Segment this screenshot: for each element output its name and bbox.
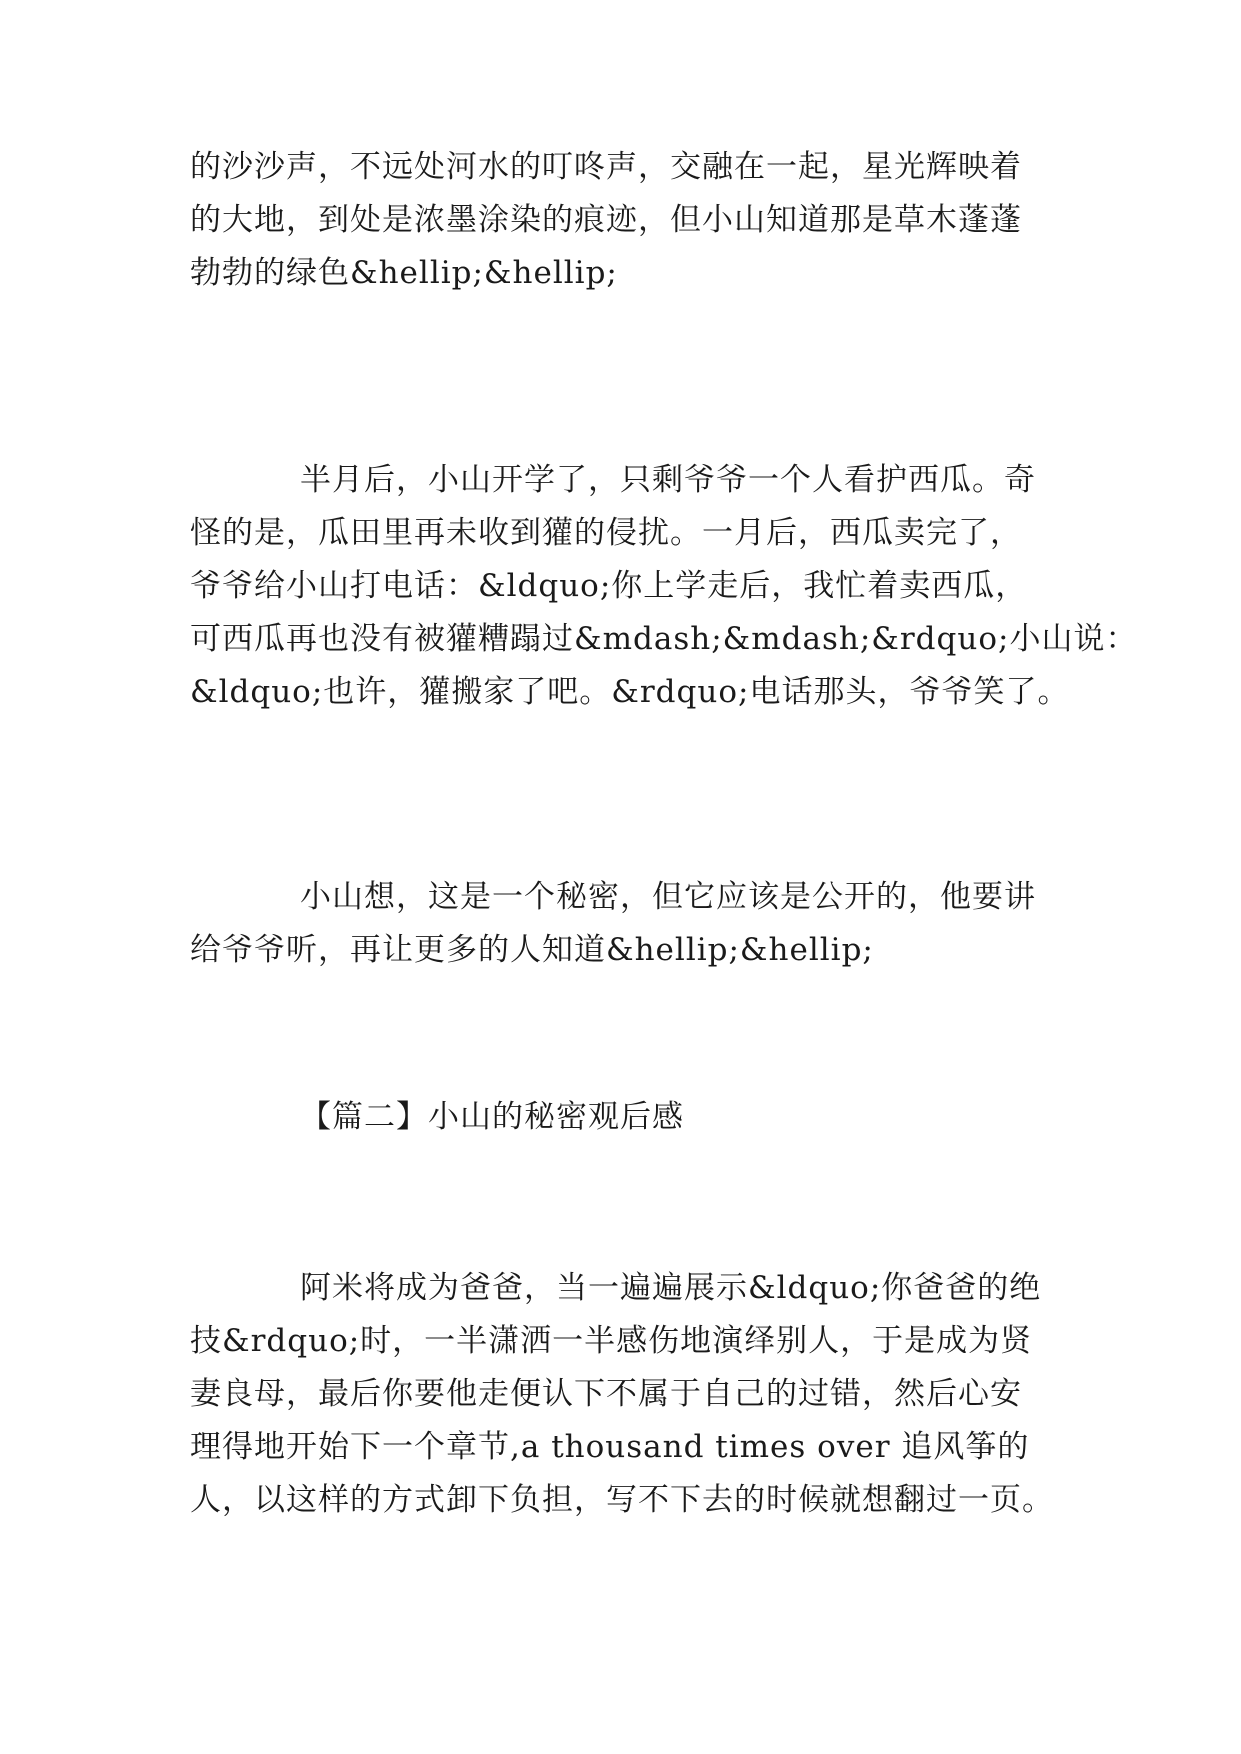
paragraph4-line-4: 理得地开始下一个章节,a thousand times over 追风筝的: [190, 1429, 1030, 1465]
paragraph1-line-3: 勃勃的绿色&hellip;&hellip;: [190, 255, 618, 291]
paragraph1-line-1: 的沙沙声，不远处河水的叮咚声，交融在一起，星光辉映着: [190, 149, 1022, 185]
paragraph1-line-2: 的大地，到处是浓墨涂染的痕迹，但小山知道那是草木蓬蓬: [190, 202, 1022, 238]
paragraph3-line-2: 给爷爷听，再让更多的人知道&hellip;&hellip;: [190, 932, 874, 968]
paragraph4-line-2: 技&rdquo;时，一半潇洒一半感伤地演绎别人，于是成为贤: [190, 1323, 1033, 1359]
paragraph4-line-3: 妻良母，最后你要他走便认下不属于自己的过错，然后心安: [190, 1376, 1022, 1412]
paragraph2-line-3: 爷爷给小山打电话：&ldquo;你上学走后，我忙着卖西瓜，: [190, 568, 1028, 604]
paragraph2-line-2: 怪的是，瓜田里再未收到獾的侵扰。一月后，西瓜卖完了，: [190, 515, 1022, 551]
paragraph4-line-1: 阿米将成为爸爸，当一遍遍展示&ldquo;你爸爸的绝: [300, 1270, 1042, 1306]
paragraph2-line-4: 可西瓜再也没有被獾糟蹋过&mdash;&mdash;&rdquo;小山说：: [190, 621, 1138, 657]
paragraph4-line-5: 人，以这样的方式卸下负担，写不下去的时候就想翻过一页。: [190, 1482, 1054, 1518]
paragraph3-line-1: 小山想，这是一个秘密，但它应该是公开的，他要讲: [300, 879, 1036, 915]
section-heading: 【篇二】小山的秘密观后感: [300, 1099, 684, 1135]
paragraph2-line-5: &ldquo;也许，獾搬家了吧。&rdquo;电话那头，爷爷笑了。: [190, 674, 1070, 710]
paragraph2-line-1: 半月后，小山开学了，只剩爷爷一个人看护西瓜。奇: [300, 462, 1036, 498]
